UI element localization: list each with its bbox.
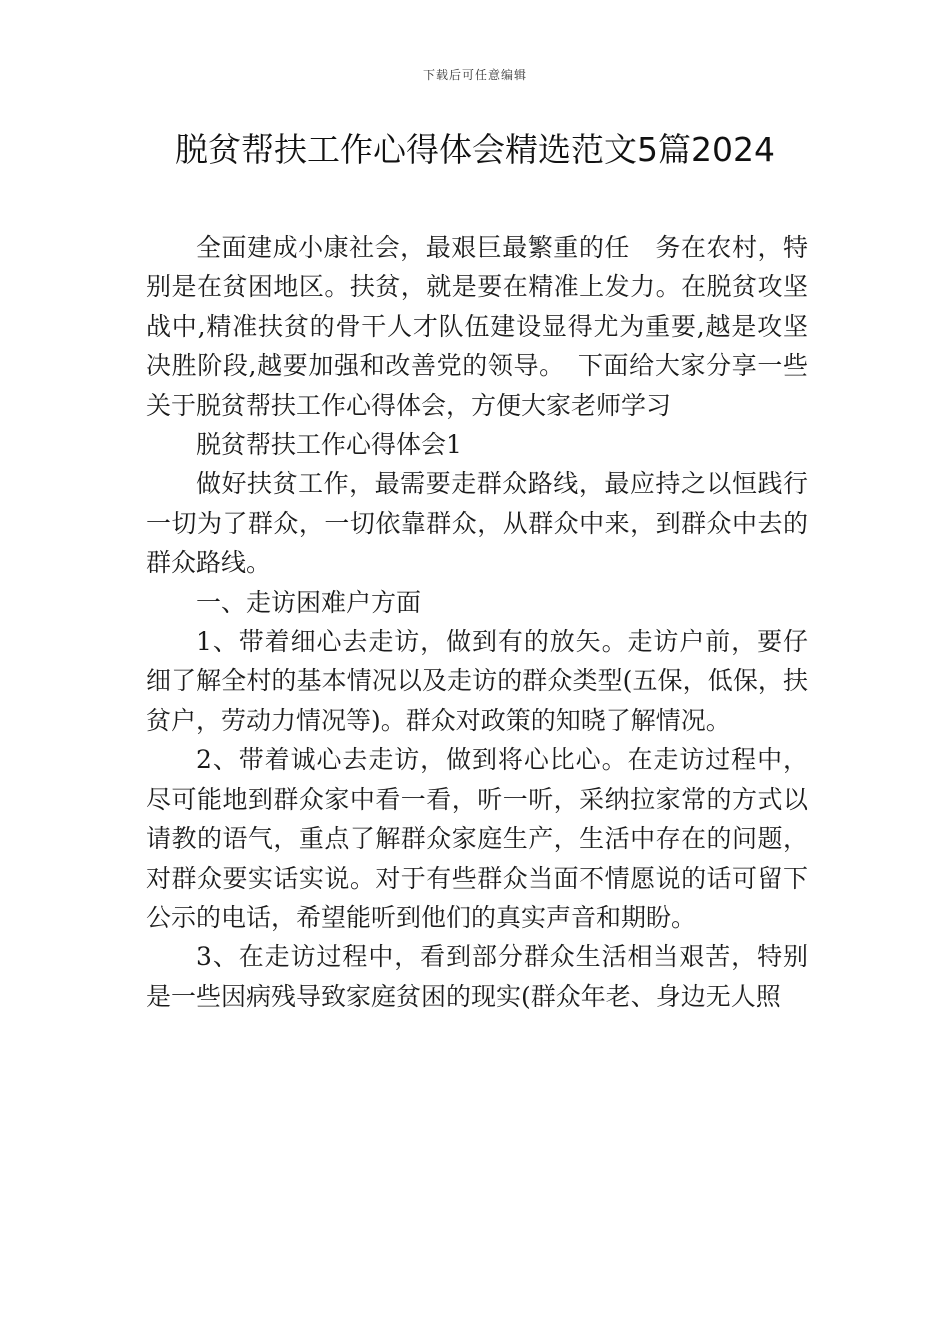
subsection-heading: 一、走访困难户方面 [196,587,422,617]
list-item-3: 3、在走访过程中，看到部分群众生活相当艰苦，特别是一些因病残导致家庭贫困的现实(群众年老、身边无人照 [146,942,808,1011]
document-body [146,228,808,1016]
list-item-1: 1、带着细心去走访，做到有的放矢。走访户前，要仔细了解全村的基本情况以及走访的群众类型(五保，低保，扶贫户，劳动力情况等)。群众对政策的知晓了解情况。 [146,627,808,735]
section-heading: 脱贫帮扶工作心得体会1 [196,430,462,460]
list-item-2: 2、带着诚心去走访，做到将心比心。在走访过程中，尽可能地到群众家中看一看，听一听，采纳拉家常的方式以请教的语气，重点了解群众家庭生产，生活中存在的问题，对群众要实话实说。对于有些群众当面不情愿说的话可留下公示的电话，希望能听到他们的真实声音和期盼。 [146,745,808,932]
document-title: 脱贫帮扶工作心得体会精选范文5篇2024 [175,130,775,169]
intro-paragraph: 全面建成小康社会，最艰巨最繁重的任 务在农村，特别是在贫困地区。扶贫，就是要在精准上发力。在脱贫攻坚战中,精准扶贫的骨干人才队伍建设显得尤为重要,越是攻坚决胜阶段,越要加强和改善党的领导。 下面给大家分享一些关于脱贫帮扶工作心得体会，方便大家老师学习 [146,233,808,420]
header-note: 下载后可任意编辑 [422,68,527,82]
body-paragraph: 做好扶贫工作，最需要走群众路线，最应持之以恒践行一切为了群众，一切依靠群众，从群众中来，到群众中去的群众路线。 [146,469,808,578]
